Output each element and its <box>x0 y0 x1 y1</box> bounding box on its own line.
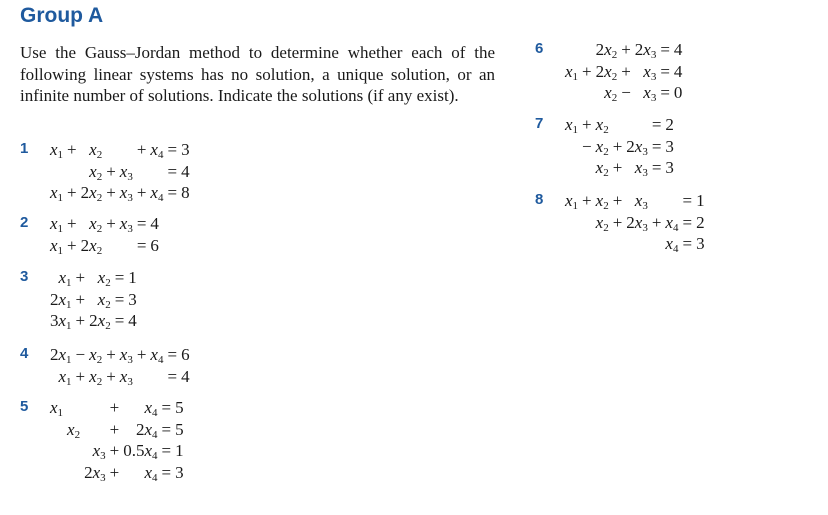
equation-term: + <box>582 191 592 210</box>
equation-blank <box>118 139 135 161</box>
equation-term: = <box>136 214 147 233</box>
equation-term: = <box>651 158 662 177</box>
equation-term: 4 <box>673 61 683 81</box>
equation-row <box>48 289 139 311</box>
equation-term: $2x_2$ <box>80 235 103 257</box>
equation-term: $x_3$ <box>634 191 648 212</box>
equation-term: $x_2$ <box>595 212 609 234</box>
equation-blank <box>580 39 594 61</box>
equation-row <box>48 139 192 161</box>
equation-term: $x_1$ <box>50 398 64 419</box>
equation-term: = <box>660 40 670 59</box>
equation-term: $x_2$ <box>595 191 609 212</box>
equation-term: $x_2$ <box>97 268 111 289</box>
equation-blank <box>135 161 149 183</box>
equation-blank <box>65 440 82 462</box>
equation-term: = <box>114 268 125 287</box>
equation-blank <box>104 139 118 161</box>
equation-blank <box>48 161 65 183</box>
equation-term: $x_3$ <box>119 366 133 388</box>
equation-blank <box>563 82 580 104</box>
equation-row <box>563 136 676 158</box>
equation-system <box>48 344 192 387</box>
equation-blank <box>148 161 165 183</box>
equation-term: 4 <box>150 214 159 233</box>
equation-blank <box>580 157 594 179</box>
equation-term: 4 <box>673 40 683 59</box>
equation-term: 1 <box>128 268 137 287</box>
equation-term: $x_3$ <box>119 183 133 204</box>
equation-blank <box>104 235 118 257</box>
equation-blank <box>594 233 611 255</box>
equation-term: $x_2$ <box>89 161 103 183</box>
equation-term: + <box>67 183 77 202</box>
equation-blank <box>611 114 625 136</box>
equation-term: − <box>582 136 592 156</box>
equation-term: $2x_2$ <box>80 183 103 204</box>
equation-system <box>563 114 676 179</box>
equation-row <box>48 366 192 388</box>
equation-term: $x_4$ <box>665 212 679 234</box>
equation-term: = <box>136 235 147 255</box>
equation-row <box>48 344 192 366</box>
equation-blank <box>624 233 650 255</box>
equation-term: $x_3$ <box>643 83 657 104</box>
equation-term: = <box>682 191 693 210</box>
equation-row <box>563 233 707 255</box>
equation-term: + <box>136 140 147 159</box>
equation-term: = <box>161 419 172 439</box>
equation-term: $x_2$ <box>595 115 609 136</box>
equation-system <box>563 190 707 255</box>
equation-term: 0 <box>673 83 683 102</box>
equation-term: $x_1$ <box>50 140 64 161</box>
equation-term: $x_1$ <box>50 235 64 257</box>
equation-system <box>48 213 161 256</box>
equation-term: + <box>612 136 623 156</box>
equation-term: 3 <box>665 158 674 177</box>
problem-number: 7 <box>535 115 544 132</box>
equation-term: 5 <box>175 398 184 417</box>
equation-term: + <box>621 40 631 59</box>
equation-system <box>48 139 192 204</box>
equation-term: $x_2$ <box>89 214 103 235</box>
equation-term: $x_4$ <box>150 183 164 204</box>
equation-term: + <box>106 183 116 202</box>
equation-term: + <box>136 183 147 202</box>
equation-blank <box>563 136 580 158</box>
instructions-paragraph <box>20 42 495 107</box>
equation-term: = <box>167 161 178 181</box>
equation-blank <box>135 366 149 388</box>
equation-blank <box>48 440 65 462</box>
equation-term: − <box>75 345 86 364</box>
problem-number: 4 <box>20 345 29 362</box>
equation-term: + <box>75 289 86 309</box>
equation-term: $x_1$ <box>565 61 579 83</box>
equation-term: $2x_3$ <box>634 40 657 61</box>
equation-term: 6 <box>150 235 159 255</box>
equation-term: $2x_2$ <box>89 311 111 332</box>
equation-term: $x_3$ <box>634 158 648 179</box>
equation-row <box>48 419 186 441</box>
equation-term: $x_2$ <box>595 158 609 179</box>
equation-term: + <box>109 419 120 439</box>
equation-term: + <box>75 366 86 386</box>
equation-term: 6 <box>181 345 190 364</box>
equation-term: $x_4$ <box>665 234 679 255</box>
equation-term: + <box>582 61 592 81</box>
equation-term: = <box>682 234 693 253</box>
equation-term: $2x_2$ <box>595 40 618 61</box>
equation-row <box>48 182 192 204</box>
equation-row <box>563 114 676 136</box>
equation-term: $x_4$ <box>144 398 158 419</box>
problem-number: 2 <box>20 214 29 231</box>
equation-term: + <box>67 214 77 233</box>
equation-term: $2x_3$ <box>626 212 648 234</box>
equation-blank <box>118 235 135 257</box>
equation-blank <box>580 82 594 104</box>
equation-term: + <box>109 441 120 460</box>
equation-term: = <box>651 115 662 134</box>
problem-number: 8 <box>535 191 544 208</box>
section-heading: Group A <box>20 4 104 27</box>
equation-term: + <box>621 61 631 81</box>
equation-term: 4 <box>128 311 137 330</box>
equation-term: + <box>136 345 147 364</box>
equation-blank <box>563 39 580 61</box>
equation-term: 1 <box>696 191 705 210</box>
equation-term: 2 <box>665 115 674 134</box>
equation-blank <box>563 212 580 234</box>
equation-row <box>48 161 192 183</box>
equation-term: + <box>582 115 592 134</box>
equation-row <box>563 157 676 179</box>
equation-term: 4 <box>181 366 190 386</box>
equation-term: = <box>167 140 178 159</box>
equation-blank <box>82 397 108 419</box>
equation-term: $x_1$ <box>58 268 72 289</box>
equation-blank <box>611 233 625 255</box>
equation-row <box>563 39 684 61</box>
equation-term: + <box>109 462 120 482</box>
equation-blank <box>650 190 664 212</box>
equation-blank <box>563 157 580 179</box>
equation-term: = <box>660 61 670 81</box>
equation-term: = <box>167 345 178 364</box>
equation-term: = <box>167 183 178 202</box>
equation-term: + <box>106 214 116 233</box>
equation-term: + <box>106 345 116 364</box>
equation-term: + <box>67 140 77 159</box>
equation-term: 5 <box>175 419 184 439</box>
instructions-text: Use the Gauss–Jordan method to determine whether each of the following linear systems has no solution, a unique solution, or an infinite number of solutions. Indicate the solutions (if any exist). <box>20 43 495 105</box>
equation-term: = <box>161 462 172 482</box>
equation-row <box>563 190 707 212</box>
equation-blank <box>82 419 108 441</box>
equation-term: + <box>106 161 116 181</box>
equation-blank <box>65 161 79 183</box>
equation-term: $x_3$ <box>643 61 657 83</box>
equation-term: 2 <box>696 212 705 232</box>
equation-blank <box>580 212 594 234</box>
equation-term: 8 <box>181 183 190 202</box>
equation-term: = <box>161 398 172 417</box>
equation-row <box>48 213 161 235</box>
equation-term: + <box>651 212 662 232</box>
equation-term: $x_4$ <box>144 462 158 484</box>
equation-blank <box>580 233 594 255</box>
equation-term: 3 <box>696 234 705 253</box>
problem-number: 6 <box>535 40 544 57</box>
equation-term: + <box>612 212 623 232</box>
equation-term: $x_1$ <box>58 366 72 388</box>
equation-row <box>48 310 139 332</box>
equation-term: $x_3$ <box>119 345 133 366</box>
equation-term: + <box>75 311 86 330</box>
equation-term: $x_4$ <box>150 345 164 366</box>
equation-term: $x_2$ <box>67 419 81 441</box>
equation-term: $0.5x_4$ <box>123 441 158 462</box>
equation-system <box>563 39 684 104</box>
equation-term: 3 <box>175 462 184 482</box>
equation-term: + <box>106 366 116 386</box>
equation-term: $x_2$ <box>97 289 111 311</box>
equation-term: = <box>114 289 125 309</box>
equation-row <box>48 397 186 419</box>
equation-blank <box>65 397 82 419</box>
equation-term: = <box>167 366 178 386</box>
equation-term: $x_1$ <box>50 183 64 204</box>
equation-term: 3 <box>128 289 137 309</box>
equation-term: 1 <box>175 441 184 460</box>
equation-term: $x_3$ <box>119 214 133 235</box>
equation-term: $2x_4$ <box>135 419 158 441</box>
equation-term: $x_2$ <box>89 345 103 366</box>
equation-blank <box>65 462 82 484</box>
equation-term: + <box>612 191 623 210</box>
equation-term: $x_2$ <box>89 140 103 161</box>
equation-row <box>48 462 186 484</box>
problem-number: 1 <box>20 140 29 157</box>
equation-term: $2x_3$ <box>626 136 648 158</box>
problem-number: 3 <box>20 268 29 285</box>
equation-term: $2x_2$ <box>595 61 618 83</box>
equation-term: $3x_1$ <box>50 311 72 332</box>
equation-term: = <box>660 83 670 102</box>
equation-term: $x_3$ <box>92 441 106 462</box>
equation-row <box>563 212 707 234</box>
equation-term: $x_2$ <box>89 366 103 388</box>
equation-row <box>563 82 684 104</box>
equation-term: $2x_3$ <box>84 462 106 484</box>
equation-row <box>48 235 161 257</box>
equation-blank <box>624 114 650 136</box>
equation-term: $x_1$ <box>565 115 579 136</box>
equation-term: $x_1$ <box>565 191 579 212</box>
equation-row <box>48 440 186 462</box>
equation-term: = <box>114 311 125 330</box>
equation-term: 3 <box>665 136 674 156</box>
equation-term: $x_1$ <box>50 214 64 235</box>
equation-term: $x_3$ <box>119 161 133 183</box>
equation-system <box>48 397 186 483</box>
equation-term: $2x_1$ <box>50 289 72 311</box>
equation-term: + <box>109 398 120 417</box>
equation-term: = <box>161 441 172 460</box>
equation-blank <box>563 233 580 255</box>
equation-term: + <box>612 158 623 177</box>
equation-term: = <box>682 212 693 232</box>
equation-row <box>563 61 684 83</box>
equation-blank <box>148 366 165 388</box>
equation-term: $x_2$ <box>595 136 609 158</box>
equation-blank <box>48 462 65 484</box>
equation-system <box>48 267 139 332</box>
equation-row <box>48 267 139 289</box>
equation-term: = <box>651 136 662 156</box>
equation-term: $2x_1$ <box>50 345 72 366</box>
equation-term: 3 <box>181 140 190 159</box>
equation-term: + <box>67 235 77 255</box>
equation-term: 4 <box>181 161 190 181</box>
equation-blank <box>650 233 664 255</box>
equation-term: $x_2$ <box>604 83 618 104</box>
equation-blank <box>48 419 65 441</box>
equation-term: $x_4$ <box>150 140 164 161</box>
equation-term: + <box>75 268 86 287</box>
equation-term: − <box>621 83 631 102</box>
problem-number: 5 <box>20 398 29 415</box>
equation-blank <box>663 190 680 212</box>
